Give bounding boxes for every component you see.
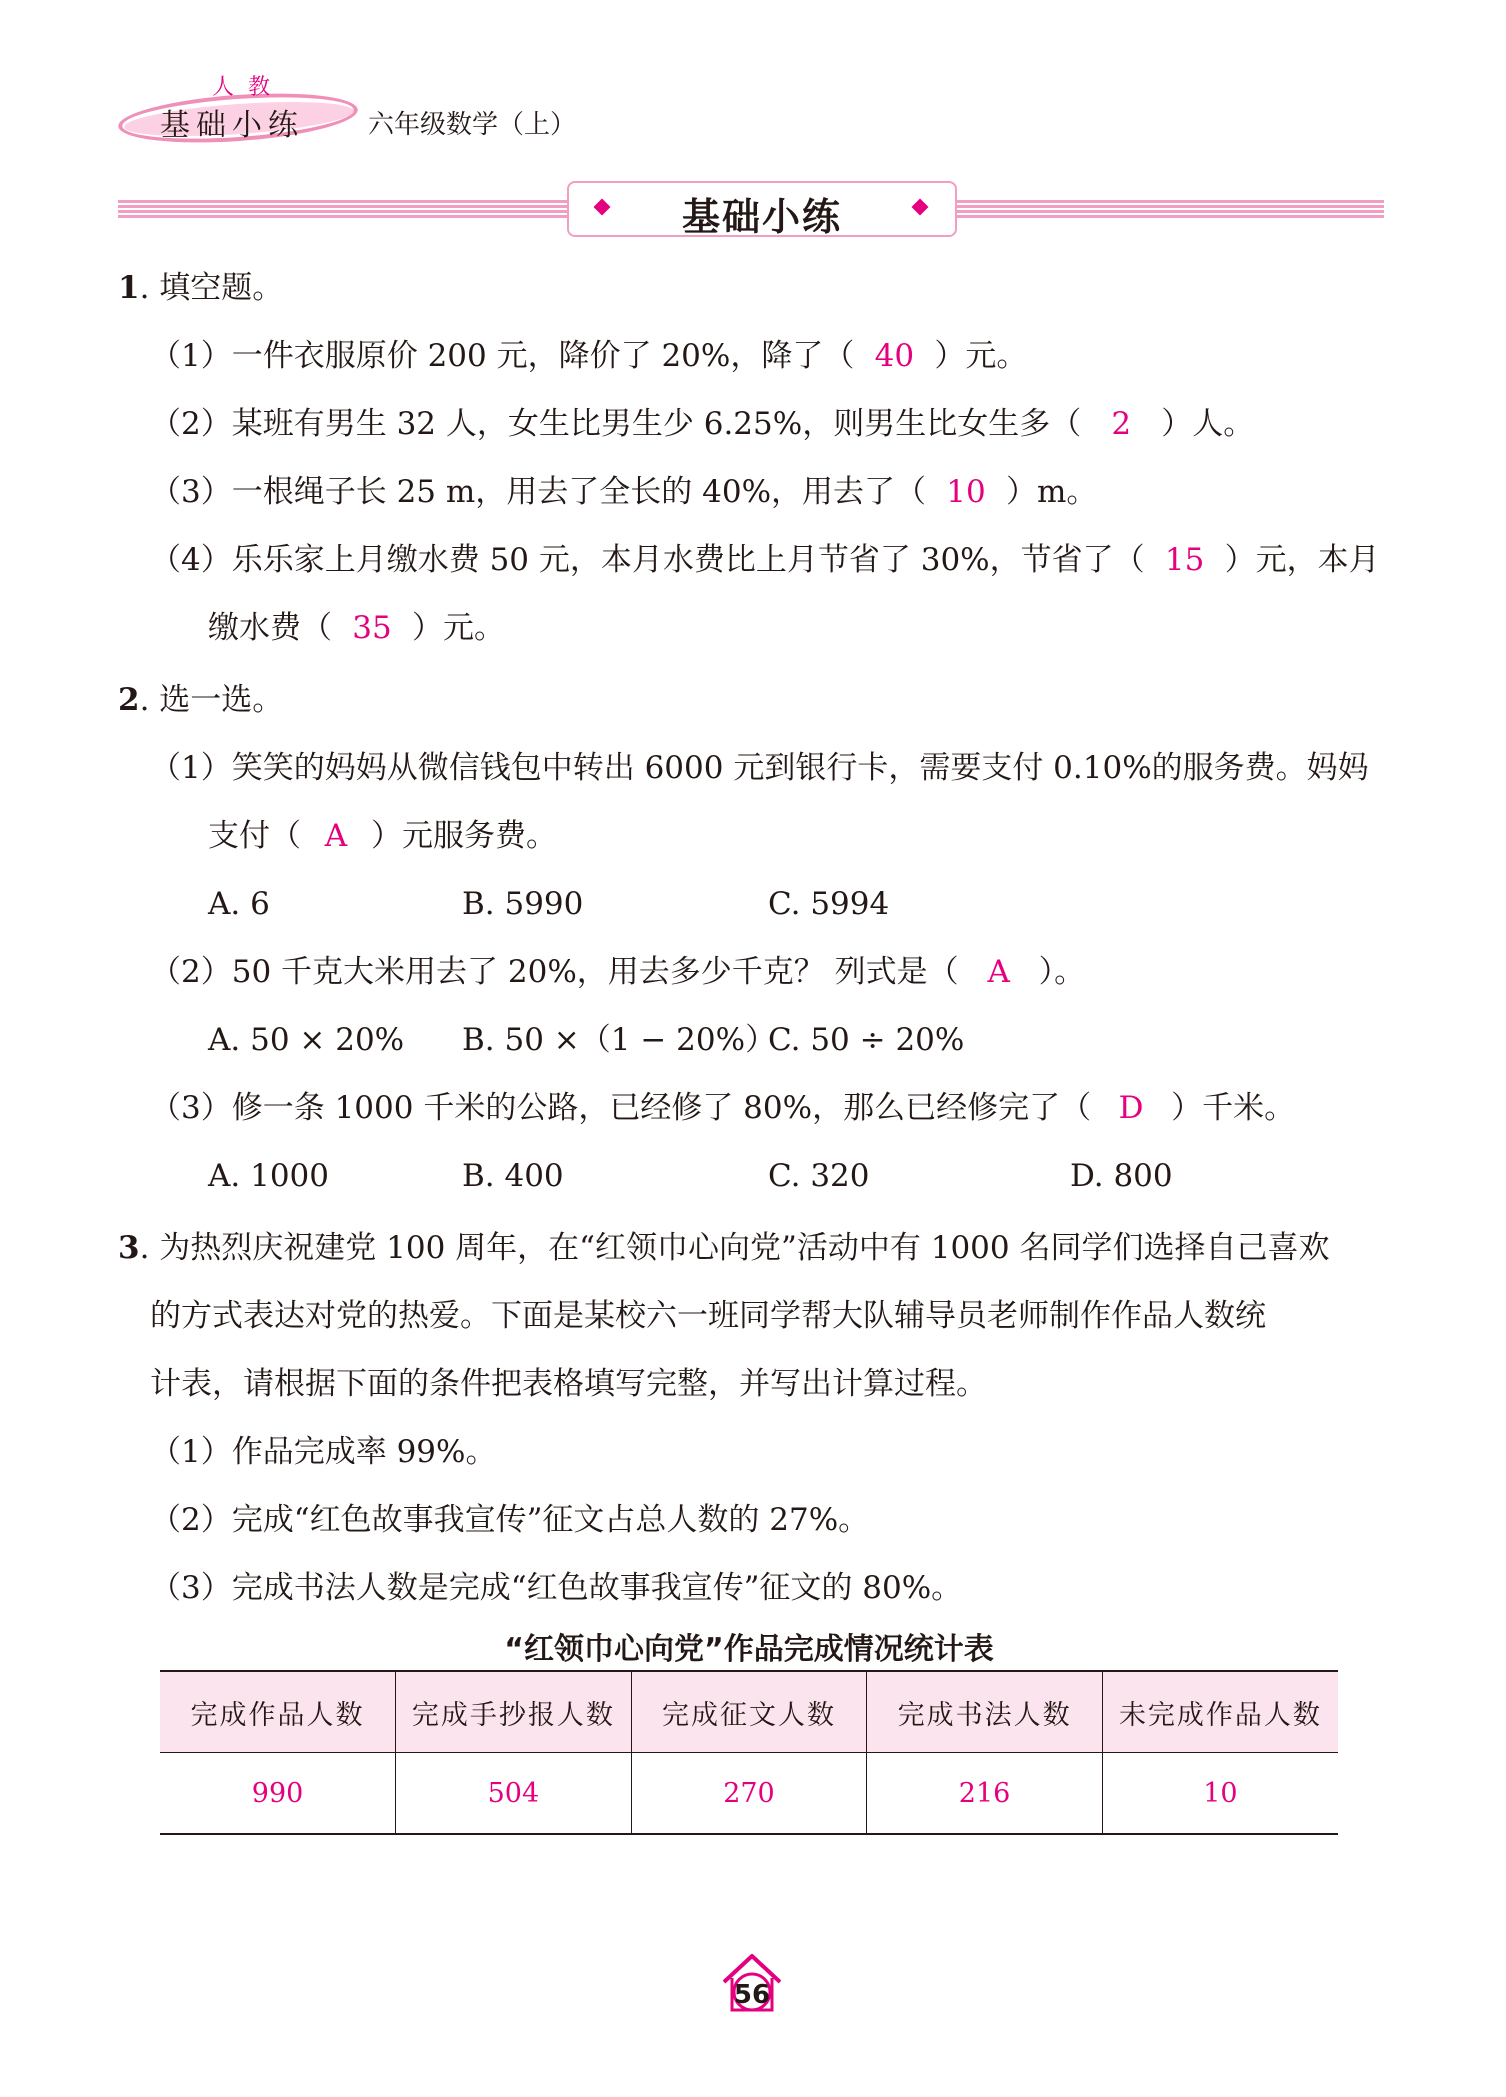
- q1-item-4: [150, 540, 1380, 580]
- question-text: 为热烈庆祝建党 100 周年，在“红领巾心向党”活动中有 1000 名同学们选择自己喜欢: [159, 1230, 1330, 1266]
- option: C. 50 ÷ 20%: [768, 1022, 965, 1058]
- option: A. 1000: [208, 1158, 329, 1194]
- banner-rule-left: [118, 200, 567, 218]
- question-2-heading: 2. 选一选。: [118, 682, 284, 718]
- condition-3: （3）完成书法人数是完成“红色故事我宣传”征文的 80%。: [150, 1570, 963, 1606]
- option: B. 5990: [462, 886, 584, 922]
- table-header-cell: 完成征文人数: [631, 1671, 867, 1753]
- item-text: ）元，本月: [1224, 542, 1380, 578]
- answer: A: [987, 954, 1010, 990]
- item-text: （4）乐乐家上月缴水费 50 元，本月水费比上月节省了 30%，节省了（: [150, 542, 1145, 578]
- section-title: 基础小练: [681, 195, 842, 239]
- grade-title: 六年级数学（上）: [368, 110, 577, 140]
- q1-item-1: [150, 336, 1027, 376]
- table-row: [160, 1753, 1338, 1835]
- table-header-cell: 未完成作品人数: [1102, 1671, 1338, 1753]
- item-text: （3）修一条 1000 千米的公路，已经修了 80%，那么已经修完了（: [150, 1090, 1092, 1126]
- q1-item-2: [150, 404, 1254, 444]
- item-text: （1）笑笑的妈妈从微信钱包中转出 6000 元到银行卡，需要支付 0.10%的服务费。妈妈: [150, 750, 1369, 786]
- table-header-cell: 完成作品人数: [160, 1671, 396, 1753]
- answer: 10: [946, 474, 986, 510]
- item-text: ）人。: [1161, 406, 1255, 442]
- condition-2: （2）完成“红色故事我宣传”征文占总人数的 27%。: [150, 1502, 870, 1538]
- item-text: ）m。: [1006, 474, 1098, 510]
- publisher-label: 人教: [212, 75, 285, 100]
- option: B. 400: [462, 1158, 564, 1194]
- answer: 35: [352, 610, 392, 646]
- banner-rule-right: [957, 200, 1384, 218]
- option: C. 320: [768, 1158, 870, 1194]
- item-text: 缴水费（: [208, 610, 332, 646]
- question-title: 填空题。: [159, 270, 284, 306]
- q1-item-3: [150, 472, 1097, 512]
- item-text: （2）某班有男生 32 人，女生比男生少 6.25%，则男生比女生多（: [150, 406, 1082, 442]
- answer: 40: [874, 338, 915, 374]
- q2-item-2: [150, 952, 1085, 992]
- option: A. 6: [208, 886, 270, 922]
- item-text: 支付（: [208, 818, 301, 854]
- item-text: ）。: [1038, 954, 1086, 990]
- question-1-heading: 1. 填空题。: [118, 270, 284, 306]
- question-number: 3: [118, 1230, 140, 1266]
- table-header-cell: 完成手抄报人数: [396, 1671, 632, 1753]
- item-text: ）千米。: [1171, 1090, 1296, 1126]
- option: D. 800: [1070, 1158, 1173, 1194]
- q2-item-1: [150, 748, 1369, 788]
- stats-table: [160, 1670, 1338, 1835]
- q1-item-4-cont: [208, 608, 505, 648]
- question-3-line-3: 计表，请根据下面的条件把表格填写完整，并写出计算过程。: [150, 1366, 987, 1402]
- q2-item-3: [150, 1088, 1295, 1128]
- question-number: 2: [118, 682, 140, 718]
- item-text: ）元。: [934, 338, 1028, 374]
- answer: A: [324, 818, 348, 854]
- q2-item-1-cont: [208, 816, 557, 856]
- question-title: 选一选。: [159, 682, 284, 718]
- table-cell: 990: [160, 1753, 396, 1835]
- table-cell: 504: [396, 1753, 632, 1835]
- option: C. 5994: [768, 886, 890, 922]
- answer: 15: [1164, 542, 1205, 578]
- table-header-cell: 完成书法人数: [867, 1671, 1103, 1753]
- item-text: （2）50 千克大米用去了 20%，用去多少千克？ 列式是（: [150, 954, 959, 990]
- answer: 2: [1111, 406, 1132, 442]
- option: B. 50 ×（1 − 20%）: [462, 1022, 777, 1058]
- table-header-row: [160, 1671, 1338, 1753]
- condition-1: （1）作品完成率 99%。: [150, 1434, 497, 1470]
- question-number: 1: [118, 270, 140, 306]
- answer: D: [1118, 1090, 1144, 1126]
- table-cell: 270: [631, 1753, 867, 1835]
- item-text: （3）一根绳子长 25 m，用去了全长的 40%，用去了（: [150, 474, 927, 510]
- option: A. 50 × 20%: [208, 1022, 405, 1058]
- series-logo: 基础小练: [160, 108, 304, 143]
- table-cell: 216: [867, 1753, 1103, 1835]
- question-3-line-2: 的方式表达对党的热爱。下面是某校六一班同学帮大队辅导员老师制作作品人数统: [150, 1298, 1266, 1334]
- item-text: ）元服务费。: [371, 818, 557, 854]
- table-cell: 10: [1102, 1753, 1338, 1835]
- question-3-line-1: 3. 为热烈庆祝建党 100 周年，在“红领巾心向党”活动中有 1000 名同学们选择自己喜欢: [118, 1230, 1330, 1266]
- item-text: （1）一件衣服原价 200 元，降价了 20%，降了（: [150, 338, 855, 374]
- table-title: “红领巾心向党”作品完成情况统计表: [504, 1632, 994, 1667]
- item-text: ）元。: [412, 610, 505, 646]
- page-number: 56: [733, 1980, 771, 2010]
